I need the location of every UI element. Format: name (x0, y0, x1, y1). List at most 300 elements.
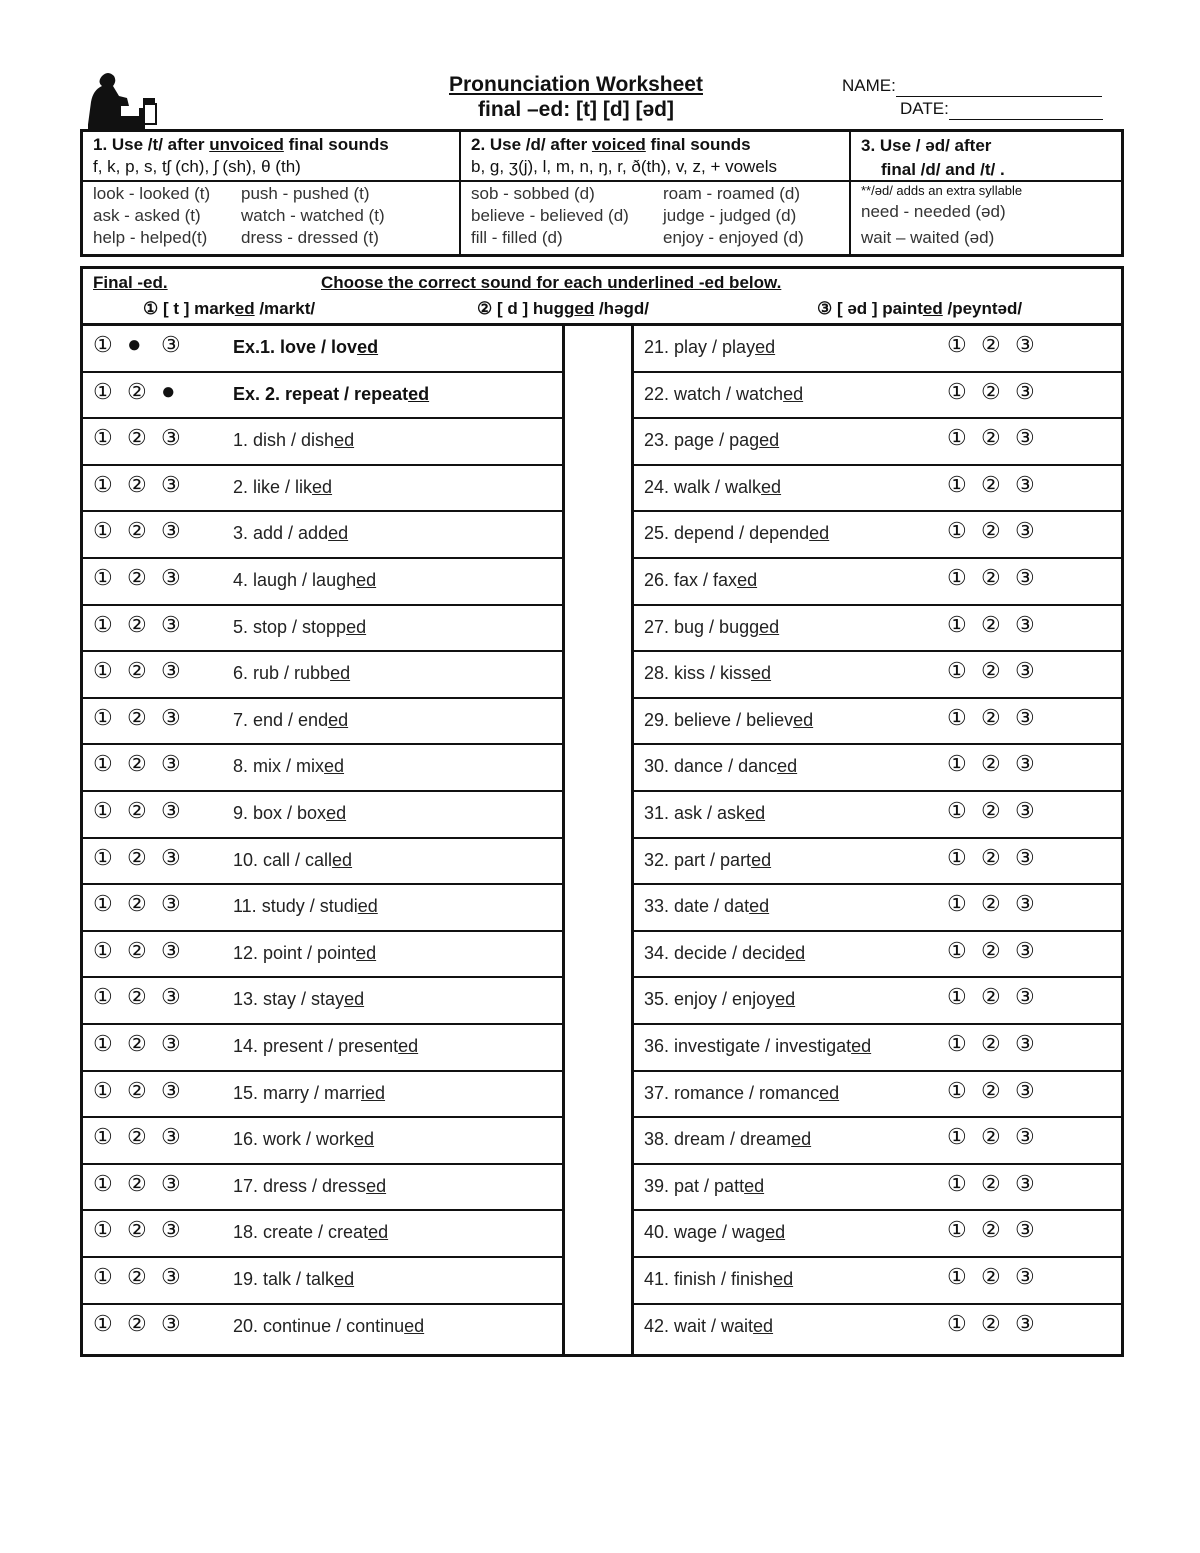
rule-voiced: 2. Use /d/ after voiced final sounds b, g, ʒ(j), l, m, n, ŋ, r, ð(th), v, z, + vowels sob - sobbed (d) roam - roamed (d) believe - believed (d) judge - judged (d) fill - filled (d) enjoy - enjoyed (d) (459, 132, 851, 254)
answer-bubbles (93, 800, 195, 822)
underlined-ending: ed (755, 337, 776, 357)
sounds-list: f, k, p, s, tʃ (ch), ʃ (sh), θ (th) (93, 157, 301, 176)
verb-pair: 30. dance / danced (644, 756, 798, 777)
example-row (93, 227, 449, 249)
answer-bubble[interactable]: ① (93, 704, 113, 730)
exercise-row (83, 652, 562, 699)
exercise-table (80, 266, 1124, 1357)
verb-pair: 22. watch / watched (644, 383, 804, 404)
answer-bubbles (93, 1170, 195, 1196)
verb-pair: 9. box / boxed (233, 803, 347, 823)
rule-ed: 3. Use / əd/ after final /d/ and /t/ . **/əd/ adds an extra syllable need - needed (əd) wait – waited (əd) (849, 132, 1121, 254)
answer-bubbles (947, 334, 1049, 356)
answer-bubble[interactable]: ① (93, 1124, 113, 1150)
underlined-ending: ed (326, 803, 347, 823)
verb-pair: 15. marry / married (233, 1082, 386, 1103)
verb-pair: 4. laugh / laughed (233, 570, 377, 590)
answer-bubble[interactable]: ① (947, 1217, 967, 1243)
answer-bubble[interactable]: ② (981, 1077, 1001, 1103)
answer-bubble[interactable]: ③ (161, 1310, 181, 1336)
underlined-ending: ed (773, 1269, 794, 1289)
verb-pair: 27. bug / bugged (644, 616, 780, 637)
answer-bubble[interactable]: ② (981, 611, 1001, 637)
answer-bubble[interactable]: ② (981, 332, 1001, 357)
verb-pair: 31. ask / asked (644, 803, 766, 823)
verb-pair: 23. page / paged (644, 430, 780, 451)
example: look - looked (t) (93, 184, 211, 203)
answer-bubble[interactable]: ① (947, 1124, 967, 1150)
answer-bubbles (93, 1077, 195, 1103)
rules-table (80, 129, 1124, 257)
example: fill - filled (d) (471, 228, 563, 247)
answer-bubble[interactable]: ② (981, 704, 1001, 730)
answer-bubble[interactable]: ② (981, 425, 1001, 451)
verb-pair: 11. study / studied (233, 896, 378, 917)
answer-bubble[interactable]: ② (981, 658, 1001, 684)
name-label: NAME: (842, 76, 896, 95)
answer-bubble-filled[interactable]: ● (127, 331, 142, 358)
underlined-ending: ed (751, 663, 772, 684)
answer-bubbles (93, 844, 195, 870)
example-row (471, 227, 841, 249)
answer-bubble[interactable]: ① (93, 1217, 113, 1243)
answer-bubble[interactable]: ③ (1015, 1077, 1035, 1103)
answer-bubble[interactable]: ③ (1015, 332, 1035, 357)
verb-pair: 41. finish / finished (644, 1269, 794, 1289)
answer-bubble[interactable]: ① (93, 891, 113, 917)
exercise-row (83, 1118, 562, 1165)
verb-pair: 12. point / pointed (233, 942, 377, 963)
answer-bubble[interactable]: ① (93, 751, 113, 777)
answer-bubble[interactable]: ① (947, 378, 967, 404)
answer-bubble[interactable]: ② (127, 378, 147, 404)
answer-bubbles (947, 844, 1049, 870)
answer-bubbles (93, 520, 195, 542)
examples-list (461, 182, 851, 254)
underlined-ending: ed (809, 523, 830, 544)
example: push - pushed (t) (241, 184, 370, 203)
answer-bubble[interactable]: ② (127, 798, 147, 823)
exercise-row (83, 932, 562, 979)
exercise-row (634, 1211, 1121, 1258)
answer-bubble[interactable]: ③ (1015, 984, 1035, 1010)
underlined-ending: ed (368, 1222, 389, 1243)
answer-bubble[interactable]: ② (127, 565, 147, 590)
answer-bubble[interactable]: ① (947, 1310, 967, 1336)
answer-bubble[interactable]: ③ (1015, 658, 1035, 684)
answer-bubble[interactable]: ② (981, 891, 1001, 917)
underlined-ending: ed (328, 709, 349, 730)
answer-bubble[interactable]: ① (947, 332, 967, 357)
date-field[interactable] (949, 103, 1103, 120)
verb-pair: 20. continue / continued (233, 1315, 425, 1336)
answer-bubble[interactable]: ③ (161, 1217, 181, 1243)
underlined-ending: ed (851, 1036, 872, 1056)
exercise-row (83, 839, 562, 886)
answer-bubble[interactable]: ① (947, 844, 967, 870)
example: dress - dressed (t) (241, 228, 379, 247)
answer-bubbles (93, 611, 195, 637)
answer-bubble[interactable]: ③ (1015, 611, 1035, 637)
exercise-row (634, 699, 1121, 746)
answer-bubbles (947, 427, 1049, 449)
rule-unvoiced: 1. Use /t/ after unvoiced final sounds f, k, p, s, tʃ (ch), ʃ (sh), θ (th) look - looked (t) push - pushed (t) ask - asked (t) watch - watched (t) help - helped(t) dress - dressed (t) (83, 132, 459, 254)
answer-bubble[interactable]: ① (947, 1031, 967, 1056)
answer-bubbles (947, 1077, 1049, 1103)
underlined-ending: ed (753, 1315, 774, 1336)
answer-bubble[interactable]: ② (981, 1217, 1001, 1243)
sounds-list: b, g, ʒ(j), l, m, n, ŋ, r, ð(th), v, z, + vowels (471, 157, 778, 176)
underlined-ending: ed (354, 1129, 375, 1150)
answer-bubble[interactable]: ① (947, 425, 967, 451)
exercise-row (634, 978, 1121, 1025)
example: believe - believed (d) (471, 206, 629, 225)
answer-bubble[interactable]: ③ (1015, 844, 1035, 870)
answer-bubble[interactable]: ③ (161, 844, 181, 870)
answer-bubble[interactable]: ③ (161, 1264, 181, 1289)
example-row (471, 183, 841, 205)
answer-bubble[interactable]: ① (947, 937, 967, 963)
example: roam - roamed (d) (663, 184, 800, 203)
verb-pair: 10. call / called (233, 849, 353, 870)
example-row (471, 205, 841, 227)
answer-bubble[interactable]: ③ (1015, 891, 1035, 917)
answer-bubble[interactable]: ① (947, 984, 967, 1010)
answer-bubble[interactable]: ① (93, 611, 113, 637)
answer-bubbles (93, 986, 195, 1008)
answer-bubbles (93, 1310, 195, 1336)
answer-bubble[interactable]: ③ (161, 1170, 181, 1196)
page-title: Pronunciation Worksheet final –ed: [t] [d] [əd] (0, 72, 1152, 122)
answer-bubble[interactable]: ② (981, 751, 1001, 777)
answer-bubbles (947, 1266, 1049, 1288)
answer-bubble[interactable]: ② (127, 1217, 147, 1243)
underlined-ending: ed (791, 1129, 812, 1150)
answer-bubbles (947, 937, 1049, 963)
answer-bubble[interactable]: ① (93, 1170, 113, 1196)
answer-bubbles (947, 753, 1049, 775)
answer-bubbles (947, 611, 1049, 637)
answer-bubble[interactable]: ① (947, 611, 967, 637)
answer-bubble[interactable]: ③ (161, 565, 181, 590)
verb-pair: 13. stay / stayed (233, 989, 365, 1010)
answer-bubble[interactable]: ② (981, 984, 1001, 1010)
answer-bubble[interactable]: ③ (1015, 798, 1035, 823)
answer-bubbles (93, 427, 195, 449)
answer-bubble[interactable]: ③ (1015, 1170, 1035, 1196)
answer-bubble[interactable]: ① (93, 984, 113, 1010)
answer-bubbles (93, 704, 195, 730)
answer-bubbles (93, 1219, 195, 1241)
underlined-ending: ed (334, 1269, 355, 1289)
exercise-row (634, 512, 1121, 559)
underlined-ending: ed (785, 942, 806, 963)
underlined-ending: ed (759, 430, 780, 451)
answer-bubble[interactable]: ① (93, 844, 113, 870)
exercise-row (634, 606, 1121, 653)
verb-pair: 7. end / ended (233, 709, 349, 730)
answer-bubble[interactable]: ① (947, 1170, 967, 1196)
verb-pair: 6. rub / rubbed (233, 663, 351, 684)
answer-bubble[interactable]: ② (981, 798, 1001, 823)
answer-bubble[interactable]: ② (127, 891, 147, 917)
answer-bubble[interactable]: ② (981, 1031, 1001, 1056)
answer-bubble[interactable]: ③ (1015, 378, 1035, 404)
answer-bubble[interactable]: ① (93, 518, 113, 544)
answer-bubble[interactable]: ① (947, 471, 967, 497)
answer-bubble[interactable]: ② (981, 937, 1001, 963)
page-subtitle: final –ed: [t] [d] [əd] (478, 98, 674, 121)
answer-bubble[interactable]: ① (947, 704, 967, 730)
exercise-row (83, 885, 562, 932)
verb-pair: 28. kiss / kissed (644, 663, 772, 684)
exercise-row (83, 512, 562, 559)
answer-bubble[interactable]: ③ (161, 751, 181, 777)
answer-bubble[interactable]: ③ (1015, 565, 1035, 590)
verb-pair: 16. work / worked (233, 1129, 375, 1150)
answer-bubble[interactable]: ① (947, 565, 967, 590)
answer-bubble[interactable]: ③ (161, 471, 181, 497)
answer-bubble[interactable]: ① (947, 1077, 967, 1103)
name-field[interactable] (896, 80, 1102, 97)
answer-bubble-filled[interactable]: ● (161, 377, 176, 405)
exercise-row (83, 1211, 562, 1258)
option-ed: ③ [ əd ] painted /peyntəd/ (817, 299, 1023, 318)
answer-bubbles (947, 800, 1049, 822)
verb-pair: 1. dish / dished (233, 430, 355, 451)
answer-bubble[interactable]: ② (981, 518, 1001, 544)
example: wait – waited (əd) (861, 228, 995, 247)
example: need - needed (əd) (861, 202, 1006, 221)
verb-pair: 34. decide / decided (644, 942, 806, 963)
underlined-ending: ed (783, 383, 804, 404)
answer-bubbles (93, 893, 195, 915)
exercise-row (634, 1305, 1121, 1352)
answer-bubble[interactable]: ② (127, 518, 147, 544)
answer-bubble[interactable]: ② (127, 844, 147, 870)
answer-bubble[interactable]: ① (93, 1310, 113, 1336)
answer-bubble[interactable]: ① (93, 937, 113, 963)
underlined-ending: ed (744, 1175, 765, 1196)
answer-bubble[interactable]: ③ (161, 1031, 181, 1056)
answer-bubble[interactable]: ③ (1015, 1310, 1035, 1336)
answer-bubble[interactable]: ① (947, 751, 967, 777)
answer-bubble[interactable]: ① (93, 1264, 113, 1289)
exercise-row (634, 326, 1121, 373)
exercise-row (634, 466, 1121, 513)
answer-bubble[interactable]: ① (947, 1264, 967, 1289)
example: ask - asked (t) (93, 206, 201, 225)
underlined-ending: ed (334, 430, 355, 451)
instruction: Choose the correct sound for each underlined -ed below. (321, 273, 782, 292)
answer-bubble[interactable]: ③ (161, 1124, 181, 1150)
underlined-ending: ed (328, 523, 349, 544)
exercise-row (634, 373, 1121, 420)
answer-bubble[interactable]: ① (93, 425, 113, 451)
answer-bubble[interactable]: ② (127, 1031, 147, 1056)
exercise-row (83, 373, 562, 420)
answer-bubble[interactable]: ② (981, 471, 1001, 497)
answer-bubble[interactable]: ③ (1015, 937, 1035, 963)
answer-bubble[interactable]: ③ (1015, 1124, 1035, 1150)
answer-bubble[interactable]: ③ (161, 425, 181, 451)
answer-bubbles (93, 1126, 195, 1148)
answer-bubble[interactable]: ② (127, 425, 147, 451)
underlined-ending: ed (745, 803, 766, 823)
answer-bubble[interactable]: ② (127, 937, 147, 963)
verb-pair: 5. stop / stopped (233, 616, 367, 637)
answer-bubble[interactable]: ② (127, 1310, 147, 1336)
verb-pair: 29. believe / believed (644, 709, 814, 730)
verb-pair: Ex. 2. repeat / repeated (233, 383, 430, 404)
answer-bubble[interactable]: ① (93, 658, 113, 684)
underlined-ending: ed (324, 756, 345, 777)
verb-pair: 8. mix / mixed (233, 756, 345, 777)
answer-bubble[interactable]: ③ (161, 332, 181, 357)
answer-bubble[interactable]: ③ (1015, 751, 1035, 777)
example-row (93, 183, 449, 205)
underlined-ending: ed (749, 896, 770, 917)
answer-bubble[interactable]: ① (947, 658, 967, 684)
exercise-row (634, 1165, 1121, 1212)
answer-bubble[interactable]: ② (127, 611, 147, 637)
answer-bubble[interactable]: ③ (161, 658, 181, 684)
exercise-row (634, 745, 1121, 792)
example-row (93, 205, 449, 227)
answer-bubble[interactable]: ② (127, 1170, 147, 1196)
verb-pair: 39. pat / patted (644, 1175, 765, 1196)
answer-bubble[interactable]: ② (127, 1264, 147, 1289)
answer-bubble[interactable]: ② (981, 1310, 1001, 1336)
answer-bubble[interactable]: ① (93, 471, 113, 497)
verb-pair: 25. depend / depended (644, 523, 830, 544)
example: help - helped(t) (93, 228, 208, 247)
answer-bubble[interactable]: ① (93, 798, 113, 823)
answer-bubbles (947, 378, 1049, 404)
answer-bubbles (93, 1266, 195, 1288)
answer-bubbles (93, 377, 195, 405)
example: enjoy - enjoyed (d) (663, 228, 804, 247)
answer-bubble[interactable]: ③ (161, 518, 181, 544)
answer-bubble[interactable]: ③ (161, 611, 181, 637)
answer-bubble[interactable]: ③ (1015, 518, 1035, 544)
exercise-row (634, 792, 1121, 839)
answer-bubble[interactable]: ② (981, 844, 1001, 870)
answer-bubbles (93, 331, 195, 358)
answer-bubbles (947, 520, 1049, 542)
examples-list (83, 182, 459, 254)
answer-bubble[interactable]: ② (127, 1124, 147, 1150)
underlined-ending: ed (793, 709, 814, 730)
underlined-ending: ed (357, 896, 378, 917)
answer-bubbles (93, 753, 195, 775)
answer-bubble[interactable]: ② (127, 471, 147, 497)
underlined-ending: ed (332, 849, 353, 870)
example: sob - sobbed (d) (471, 184, 595, 203)
answer-bubble[interactable]: ③ (1015, 471, 1035, 497)
answer-bubble[interactable]: ① (93, 378, 113, 404)
answer-bubble[interactable]: ② (127, 1077, 147, 1103)
date-label: DATE: (900, 99, 949, 118)
exercise-row (83, 1072, 562, 1119)
answer-bubble[interactable]: ② (981, 1124, 1001, 1150)
answer-bubble[interactable]: ① (947, 518, 967, 544)
answer-bubble[interactable]: ③ (161, 984, 181, 1010)
answer-bubbles (947, 1219, 1049, 1241)
verb-pair: 19. talk / talked (233, 1269, 355, 1289)
answer-bubble[interactable]: ② (127, 984, 147, 1010)
answer-bubble[interactable]: ③ (1015, 704, 1035, 730)
exercise-row (83, 1165, 562, 1212)
answer-bubbles (947, 986, 1049, 1008)
verb-pair: 24. walk / walked (644, 476, 782, 497)
verb-pair: 14. present / presented (233, 1036, 419, 1056)
underlined-ending: ed (356, 570, 377, 590)
verb-pair: 40. wage / waged (644, 1222, 786, 1243)
exercise-row (83, 326, 562, 373)
verb-pair: 33. date / dated (644, 896, 770, 917)
answer-bubble[interactable]: ① (93, 1031, 113, 1056)
answer-bubble[interactable]: ② (981, 1264, 1001, 1289)
answer-bubble[interactable]: ① (93, 332, 113, 357)
underlined-ending: ed (777, 756, 798, 777)
answer-bubble[interactable]: ③ (161, 798, 181, 823)
column-divider (562, 326, 634, 1354)
underlined-ending: ed (751, 849, 772, 870)
answer-bubble[interactable]: ③ (161, 891, 181, 917)
answer-bubble[interactable]: ② (127, 704, 147, 730)
answer-bubble[interactable]: ③ (1015, 1217, 1035, 1243)
answer-bubble[interactable]: ③ (1015, 1264, 1035, 1289)
underlined-ending: ed (346, 616, 367, 637)
underlined-ending: ed (330, 663, 351, 684)
verb-pair: 37. romance / romanced (644, 1082, 840, 1103)
verb-pair: Ex.1. love / loved (233, 337, 379, 357)
exercise-row (83, 1305, 562, 1352)
answer-bubble[interactable]: ③ (161, 1077, 181, 1103)
underlined-ending: ed (775, 989, 796, 1010)
exercise-row (634, 559, 1121, 606)
answer-bubble[interactable]: ① (93, 1077, 113, 1103)
exercise-row (83, 419, 562, 466)
answer-bubble[interactable]: ② (127, 751, 147, 777)
exercise-row (634, 652, 1121, 699)
exercise-row (83, 792, 562, 839)
answer-bubble[interactable]: ③ (161, 704, 181, 730)
answer-bubble[interactable]: ② (981, 378, 1001, 404)
exercise-header (83, 269, 1121, 326)
underlined-ending: ied (361, 1082, 386, 1103)
answer-bubbles (93, 660, 195, 682)
verb-pair: 26. fax / faxed (644, 570, 758, 590)
answer-bubble[interactable]: ② (981, 565, 1001, 590)
verb-pair: 3. add / added (233, 523, 349, 544)
answer-bubble[interactable]: ② (127, 658, 147, 684)
answer-bubble[interactable]: ③ (161, 937, 181, 963)
verb-pair: 36. investigate / investigated (644, 1036, 872, 1056)
answer-bubble[interactable]: ② (981, 1170, 1001, 1196)
answer-bubbles (947, 660, 1049, 682)
answer-bubbles (93, 471, 195, 497)
answer-bubble[interactable]: ① (947, 798, 967, 823)
answer-bubble[interactable]: ③ (1015, 1031, 1035, 1056)
answer-bubbles (947, 471, 1049, 497)
answer-bubble[interactable]: ③ (1015, 425, 1035, 451)
verb-pair: 21. play / played (644, 337, 776, 357)
answer-bubble[interactable]: ① (947, 891, 967, 917)
answer-bubbles (947, 704, 1049, 730)
answer-bubble[interactable]: ① (93, 565, 113, 590)
